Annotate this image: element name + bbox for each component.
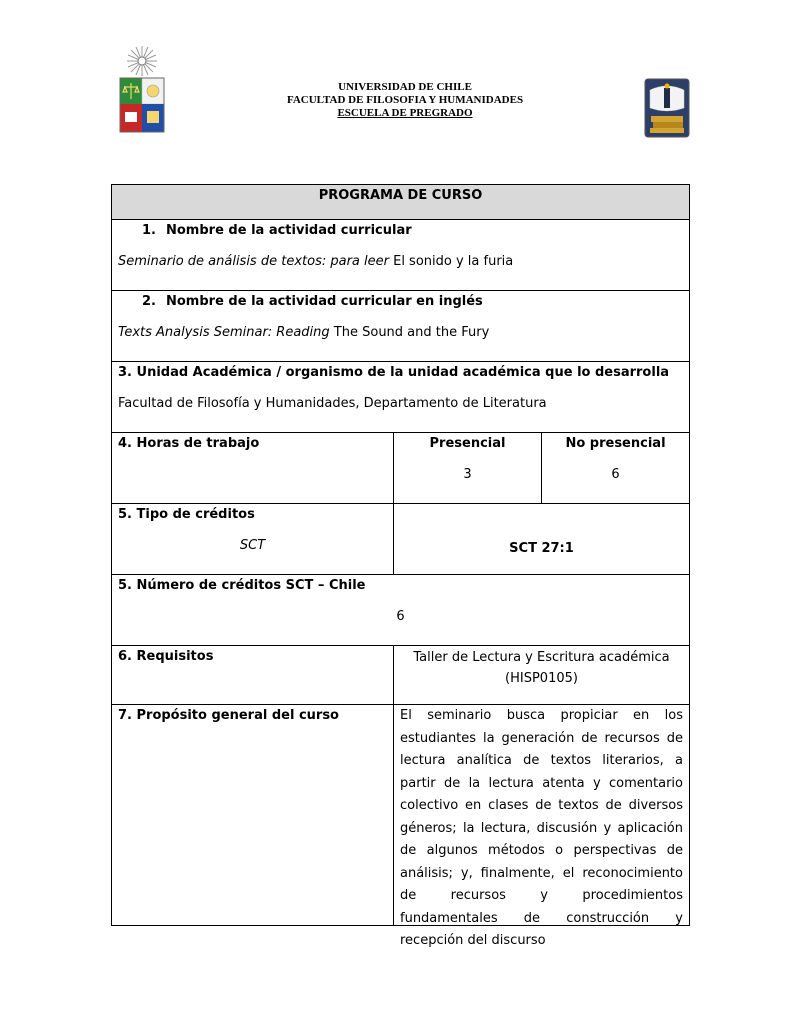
university-heading — [210, 81, 600, 120]
section-3-heading: 3. Unidad Académica / organismo de la unidad académica que lo desarrolla — [118, 365, 670, 380]
section-work-hours — [112, 433, 690, 504]
credit-number-value: 6 — [396, 609, 405, 624]
section-1-value-italic: Seminario de análisis de textos: para leer — [118, 254, 389, 269]
section-1-number: 1. — [142, 223, 156, 238]
table-title-row — [112, 185, 690, 220]
section-2-heading — [118, 294, 683, 309]
program-title: PROGRAMA DE CURSO — [112, 185, 690, 220]
faculty-name: FACULTAD DE FILOSOFIA Y HUMANIDADES — [286, 94, 524, 106]
section-3-value: Facultad de Filosofía y Humanidades, Departamento de Literatura — [118, 396, 547, 411]
section-7-heading: 7. Propósito general del curso — [118, 708, 339, 723]
university-name: UNIVERSIDAD DE CHILE — [338, 81, 472, 93]
course-program-table — [111, 184, 690, 948]
hours-no-presencial-value: 6 — [611, 467, 620, 482]
requirements-line-1: Taller de Lectura y Escritura académica — [413, 650, 670, 665]
hours-presencial-label: Presencial — [429, 436, 506, 451]
section-2-title: Nombre de la actividad curricular en inglés — [166, 294, 483, 309]
section-2-value — [118, 325, 683, 340]
section-4-heading: 4. Horas de trabajo — [118, 436, 260, 451]
hours-presencial-value: 3 — [463, 467, 472, 482]
section-5-heading: 5. Tipo de créditos — [118, 507, 255, 522]
requirements-line-2: (HISP0105) — [505, 671, 578, 686]
section-1-title: Nombre de la actividad curricular — [166, 223, 412, 238]
section-2-value-plain: The Sound and the Fury — [329, 325, 490, 340]
section-activity-name-english — [112, 291, 690, 362]
faculty-emblem-icon — [644, 78, 690, 138]
section-requirements — [112, 646, 690, 705]
section-6-heading: 6. Requisitos — [118, 649, 214, 664]
section-5b-heading: 5. Número de créditos SCT – Chile — [118, 578, 366, 593]
section-2-value-italic: Texts Analysis Seminar: Reading — [118, 325, 330, 340]
school-name: ESCUELA DE PREGRADO — [337, 107, 473, 119]
section-credit-number — [112, 575, 690, 646]
section-1-value-plain: El sonido y la furia — [388, 254, 514, 269]
credit-type-left-value: SCT — [239, 538, 266, 553]
hours-no-presencial-label: No presencial — [565, 436, 666, 451]
section-credit-type — [112, 504, 690, 575]
section-academic-unit — [112, 362, 690, 433]
section-1-heading — [118, 223, 683, 238]
page-header — [0, 0, 800, 160]
section-activity-name — [112, 220, 690, 291]
section-2-number: 2. — [142, 294, 156, 309]
purpose-text: El seminario busca propiciar en los estudiantes la generación de recursos de lectura analítica de textos literarios, a partir de la lectura atenta y comentario colectivo en clases de textos de diversos géneros; la lectura, discusión y aplicación de algunos métodos o perspectivas de análisis; y, finalmente, el reconocimiento de recursos y procedimientos fundamentales de construcción y recepción del discurso — [400, 708, 683, 948]
university-of-chile-crest-icon — [118, 44, 166, 136]
credit-type-right-value: SCT 27:1 — [509, 541, 574, 556]
section-1-value — [118, 254, 683, 269]
section-purpose — [112, 705, 690, 926]
